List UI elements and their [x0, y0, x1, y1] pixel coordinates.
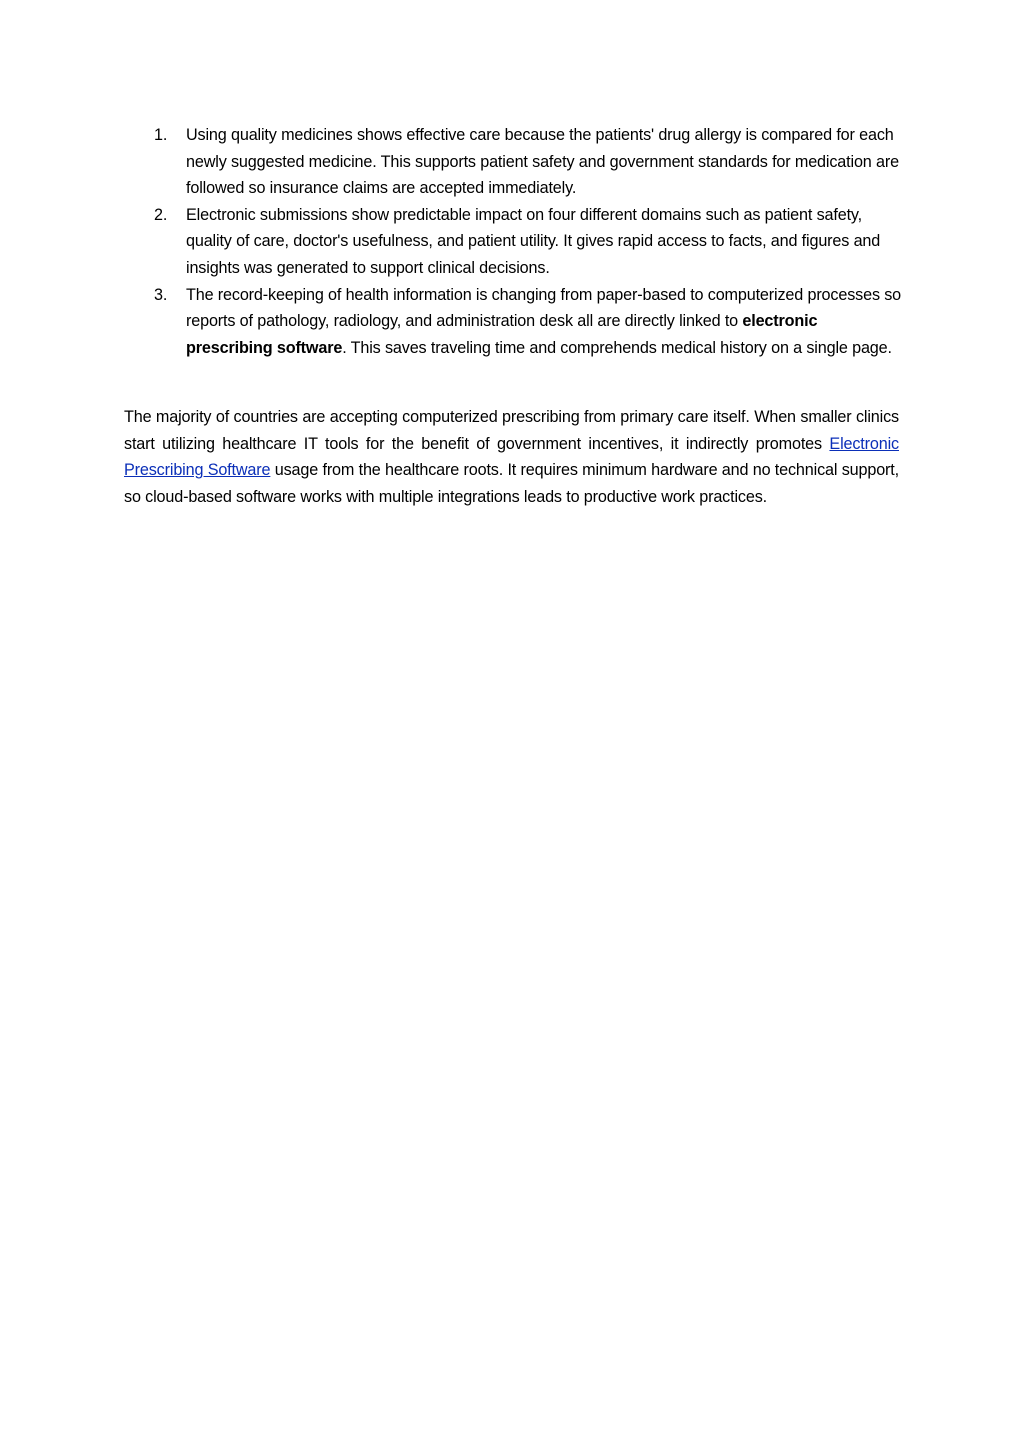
body-paragraph [124, 404, 899, 510]
list-item-text: Electronic submissions show predictable impact on four different domains such as patient safety, quality of care, doctor's usefulness, and patient utility. It gives rapid access to facts, and figures and insights was generated to support clinical decisions. [186, 205, 881, 277]
bold-term: electronic prescribing software [186, 312, 818, 357]
list-item [124, 282, 904, 362]
list-item-text-after: . This saves traveling time and comprehends medical history on a single page. [342, 338, 892, 357]
paragraph-text-after: usage from the healthcare roots. It requires minimum hardware and no technical support, so cloud-based software works with multiple integrations leads to productive work practices. [124, 461, 899, 506]
list-item [124, 202, 904, 282]
list-item-text-before: The record-keeping of health information is changing from paper-based to computerized processes so reports of pathology, radiology, and administration desk all are directly linked to [186, 285, 902, 331]
electronic-prescribing-software-link[interactable]: Electronic Prescribing Software [124, 434, 899, 480]
numbered-list [124, 122, 904, 361]
list-number: 2. [154, 205, 168, 224]
list-number: 1. [154, 126, 168, 144]
paragraph-text-before: The majority of countries are accepting computerized prescribing from primary care itself. When smaller clinics start utilizing healthcare IT tools for the benefit of government incentives, it indirectly promotes [124, 408, 899, 453]
list-item-text: Using quality medicines shows effective care because the patients' drug allergy is compared for each newly suggested medicine. This supports patient safety and government standards for medication are followed so insurance claims are accepted immediately. [186, 126, 899, 198]
list-number: 3. [154, 285, 168, 304]
list-item [124, 122, 904, 202]
